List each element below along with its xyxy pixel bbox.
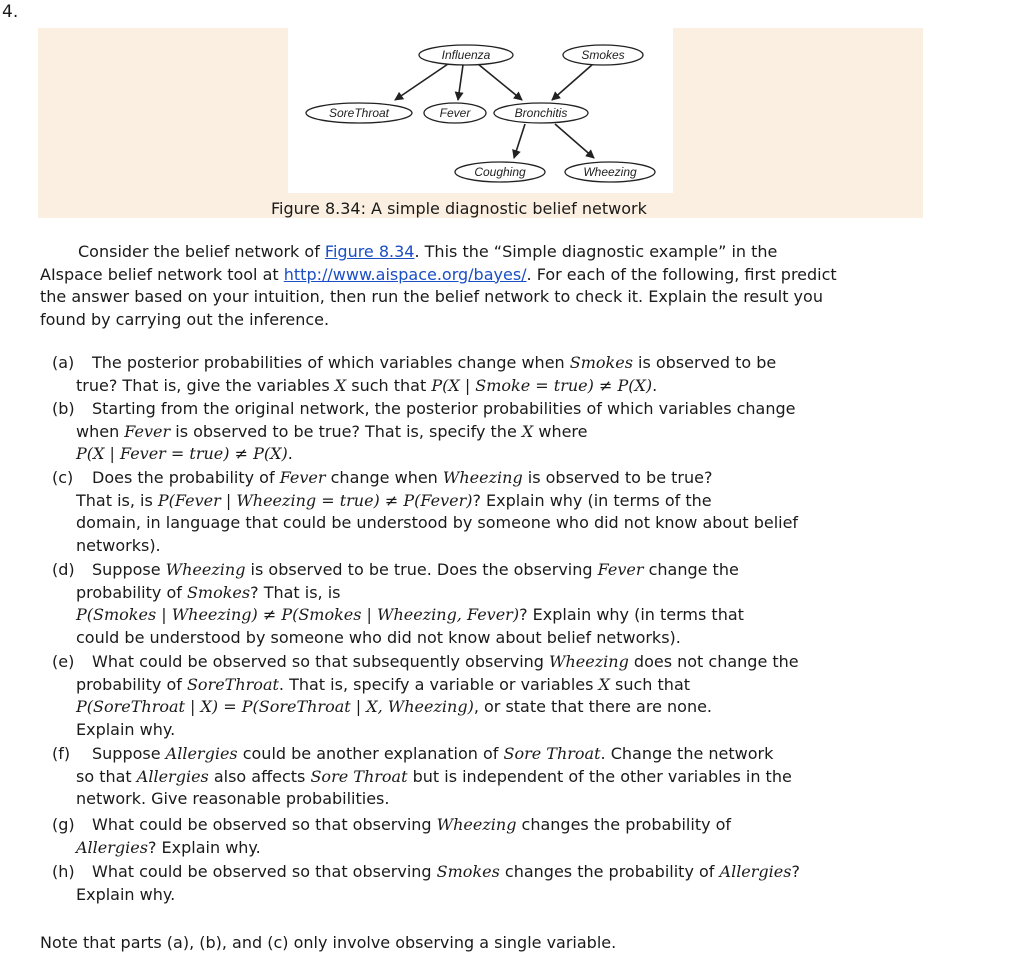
- text-span: X: [598, 674, 610, 694]
- question-c: [52, 467, 892, 557]
- question-a: [52, 352, 892, 397]
- text-span: when: [76, 421, 125, 441]
- text-span: P(Smokes | Wheezing) ≠ P(Smokes | Wheezing, Fever): [76, 605, 520, 624]
- edge-bronchitis-wheezing: [555, 124, 594, 158]
- text-span: Does the probability of: [92, 468, 280, 487]
- text-span: ?: [791, 862, 800, 881]
- intro-text: . This the “Simple diagnostic example” in the: [414, 242, 778, 261]
- text-span: domain, in language that could be understood by someone who did not know about belief: [76, 513, 799, 532]
- text-span: . That is, specify a variable or variables: [278, 674, 599, 694]
- node-bronchitis-label: Bronchitis: [514, 106, 568, 120]
- text-span: P(SoreThroat | X) = P(SoreThroat | X, Wheezing): [76, 697, 474, 716]
- question-label: (g): [52, 815, 75, 834]
- text-span: .: [287, 444, 293, 463]
- text-span: Allergies: [76, 837, 148, 857]
- text-span: such that: [346, 375, 432, 395]
- text-span: Sore Throat: [503, 744, 601, 763]
- edge-influenza-sorethroat: [395, 64, 448, 100]
- text-span: ? That is, is: [250, 582, 341, 602]
- text-span: Allergies: [136, 766, 209, 786]
- question-f: [52, 743, 892, 811]
- text-span: also affects: [208, 766, 311, 786]
- text-span: is observed to be true?: [522, 468, 713, 487]
- text-span: such that: [609, 674, 691, 694]
- text-span: Fever: [279, 468, 326, 487]
- text-span: Smokes: [436, 862, 500, 881]
- text-span: Explain why.: [76, 884, 176, 904]
- node-influenza-label: Influenza: [441, 48, 491, 62]
- question-e: [52, 651, 892, 741]
- text-span: Allergies: [165, 744, 238, 763]
- node-fever-label: Fever: [439, 106, 471, 120]
- text-span: is observed to be true? That is, specify the: [170, 421, 522, 441]
- figure-caption: Figure 8.34: A simple diagnostic belief network: [271, 199, 647, 218]
- aispace-url-link[interactable]: http://www.aispace.org/bayes/: [283, 264, 527, 284]
- text-span: Wheezing: [442, 468, 523, 487]
- text-span: ? Explain why (in terms that: [519, 605, 744, 624]
- text-span: is observed to be: [632, 353, 777, 372]
- question-number: 4.: [2, 2, 19, 22]
- node-smokes-label: Smokes: [581, 48, 625, 62]
- question-d: [52, 559, 892, 649]
- text-span: true? That is, give the variables: [76, 375, 335, 395]
- text-span: change when: [325, 468, 443, 487]
- text-span: P(X | Fever = true) ≠ P(X): [76, 444, 288, 463]
- text-span: Fever: [597, 560, 644, 579]
- node-coughing-label: Coughing: [474, 165, 526, 179]
- text-span: Starting from the original network, the posterior probabilities of which variables change: [92, 399, 796, 418]
- text-span: P(Fever | Wheezing = true) ≠ P(Fever): [157, 490, 473, 510]
- text-span: probability of: [76, 674, 187, 694]
- text-span: Fever: [124, 421, 171, 441]
- text-span: Suppose: [92, 744, 166, 763]
- question-b: [52, 398, 892, 466]
- text-span: .: [652, 375, 658, 395]
- text-span: network. Give reasonable probabilities.: [76, 789, 390, 808]
- intro-text: the answer based on your intuition, then run the belief network to check it. Explain the result you: [40, 287, 823, 306]
- text-span: What could be observed so that observing: [92, 815, 437, 834]
- node-sorethroat-label: SoreThroat: [328, 106, 390, 120]
- edge-smokes-bronchitis: [552, 64, 593, 100]
- question-label: (e): [52, 652, 75, 671]
- question-label: (f): [52, 744, 71, 763]
- text-span: . Change the network: [600, 744, 774, 763]
- text-span: Wheezing: [436, 815, 517, 834]
- text-span: could be another explanation of: [237, 744, 504, 763]
- text-span: Wheezing: [549, 652, 629, 671]
- text-span: changes the probability of: [516, 815, 732, 834]
- text-span: The posterior probabilities of which variables change when: [92, 353, 570, 372]
- text-span: X: [521, 421, 534, 441]
- text-span: could be understood by someone who did not know about belief networks).: [76, 627, 681, 647]
- text-span: What could be observed so that observing: [92, 862, 437, 881]
- question-label: (d): [52, 560, 75, 579]
- intro-paragraph: [40, 241, 920, 331]
- node-wheezing-label: Wheezing: [583, 165, 637, 179]
- text-span: X: [334, 375, 347, 395]
- question-label: (h): [52, 862, 75, 881]
- intro-text: . For each of the following, first predict: [526, 264, 837, 284]
- intro-text: Consider the belief network of: [78, 242, 325, 261]
- figure-panel: [38, 28, 923, 218]
- text-span: Explain why.: [76, 719, 176, 739]
- text-span: where: [533, 421, 588, 441]
- question-label: (b): [52, 399, 75, 418]
- text-span: SoreThroat: [186, 674, 279, 694]
- text-span: is observed to be true. Does the observing: [245, 560, 598, 579]
- text-span: Sore Throat: [310, 766, 408, 786]
- text-span: but is independent of the other variables in the: [407, 766, 792, 786]
- question-label: (a): [52, 353, 75, 372]
- belief-network-diagram: [38, 28, 923, 218]
- text-span: networks).: [76, 535, 161, 555]
- text-span: , or state that there are none.: [473, 697, 713, 716]
- figure-link[interactable]: Figure 8.34: [324, 242, 415, 261]
- intro-text: found by carrying out the inference.: [40, 309, 330, 329]
- question-h: [52, 861, 892, 906]
- text-span: P(X | Smoke = true) ≠ P(X): [431, 375, 653, 395]
- text-span: change the: [643, 560, 739, 579]
- text-span: probability of: [76, 582, 187, 602]
- text-span: ? Explain why (in terms of the: [472, 490, 712, 510]
- question-g: [52, 814, 892, 859]
- text-span: ? Explain why.: [147, 837, 261, 857]
- intro-text: AIspace belief network tool at: [40, 264, 284, 284]
- text-span: does not change the: [628, 652, 799, 671]
- text-span: Smokes: [569, 353, 633, 372]
- text-span: What could be observed so that subsequently observing: [92, 652, 550, 671]
- text-span: Suppose: [92, 560, 166, 579]
- text-span: so that: [76, 766, 137, 786]
- text-span: Smokes: [186, 582, 251, 602]
- text-span: That is, is: [76, 490, 158, 510]
- text-span: Allergies: [719, 862, 792, 881]
- text-span: Wheezing: [165, 560, 246, 579]
- edge-bronchitis-coughing: [514, 124, 525, 158]
- question-label: (c): [52, 468, 74, 487]
- footnote: Note that parts (a), (b), and (c) only involve observing a single variable.: [40, 933, 617, 952]
- edge-influenza-fever: [458, 65, 463, 100]
- edge-influenza-bronchitis: [478, 64, 522, 100]
- text-span: changes the probability of: [499, 862, 720, 881]
